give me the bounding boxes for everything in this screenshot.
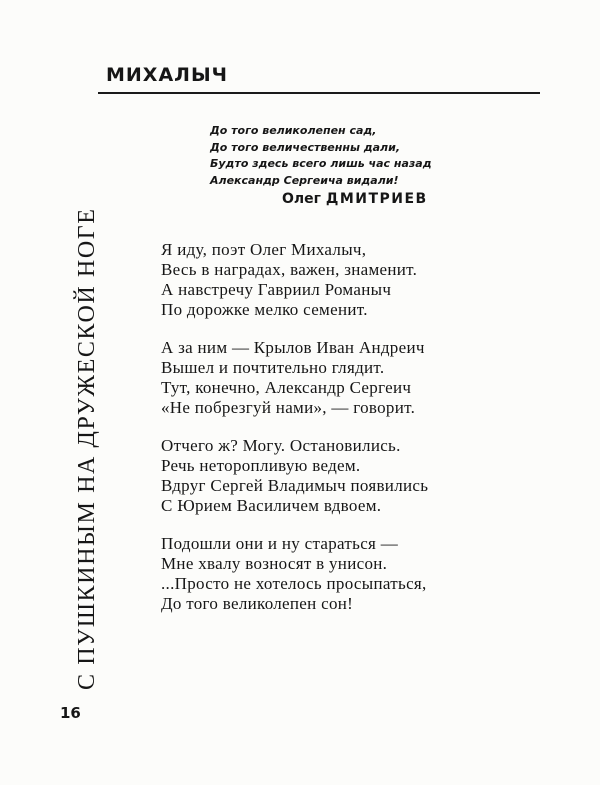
title-rule xyxy=(98,92,540,94)
running-head-vertical: С ПУШКИНЫМ НА ДРУЖЕСКОЙ НОГЕ xyxy=(74,207,100,690)
poem-line: С Юрием Василичем вдвоем. xyxy=(161,496,382,515)
poem-line: Отчего ж? Могу. Остановились. xyxy=(161,436,401,455)
poem-line: По дорожке мелко семенит. xyxy=(161,300,368,319)
poem-line: Весь в наградах, важен, знаменит. xyxy=(161,260,418,279)
epigraph-line: До того великолепен сад, xyxy=(210,124,377,137)
poem-line: А навстречу Гавриил Романыч xyxy=(161,280,392,299)
poem-line: «Не побрезгуй нами», — говорит. xyxy=(161,398,416,417)
poem-body xyxy=(161,240,428,632)
poem-line: Вышел и почтительно глядит. xyxy=(161,358,385,377)
stanza xyxy=(161,240,428,320)
poem-line: До того великолепен сон! xyxy=(161,594,354,613)
poem-line: Подошли они и ну стараться — xyxy=(161,534,399,553)
poem-line: А за ним — Крылов Иван Андреич xyxy=(161,338,425,357)
stanza xyxy=(161,436,428,516)
author-surname: ДМИТРИЕВ xyxy=(325,191,428,207)
title-block xyxy=(98,64,540,94)
poem-line: ...Просто не хотелось просыпаться, xyxy=(161,574,427,593)
poem-line: Тут, конечно, Александр Сергеич xyxy=(161,378,412,397)
epigraph-line: Будто здесь всего лишь час назад xyxy=(210,157,432,170)
poem-title: МИХАЛЫЧ xyxy=(106,64,228,86)
poem-line: Вдруг Сергей Владимыч появились xyxy=(161,476,429,495)
epigraph-line: Александр Сергеича видали! xyxy=(210,173,399,187)
epigraph-author xyxy=(282,191,428,207)
poem-line: Я иду, поэт Олег Михалыч, xyxy=(161,240,367,259)
stanza xyxy=(161,534,428,614)
poem-line: Речь неторопливую ведем. xyxy=(161,456,361,475)
author-first-name: Олег xyxy=(282,191,321,207)
stanza xyxy=(161,338,428,418)
epigraph-line: До того величественны дали, xyxy=(210,140,400,154)
poem-line: Мне хвалу возносят в унисон. xyxy=(161,554,388,573)
epigraph xyxy=(210,123,432,189)
page-number: 16 xyxy=(60,704,81,722)
